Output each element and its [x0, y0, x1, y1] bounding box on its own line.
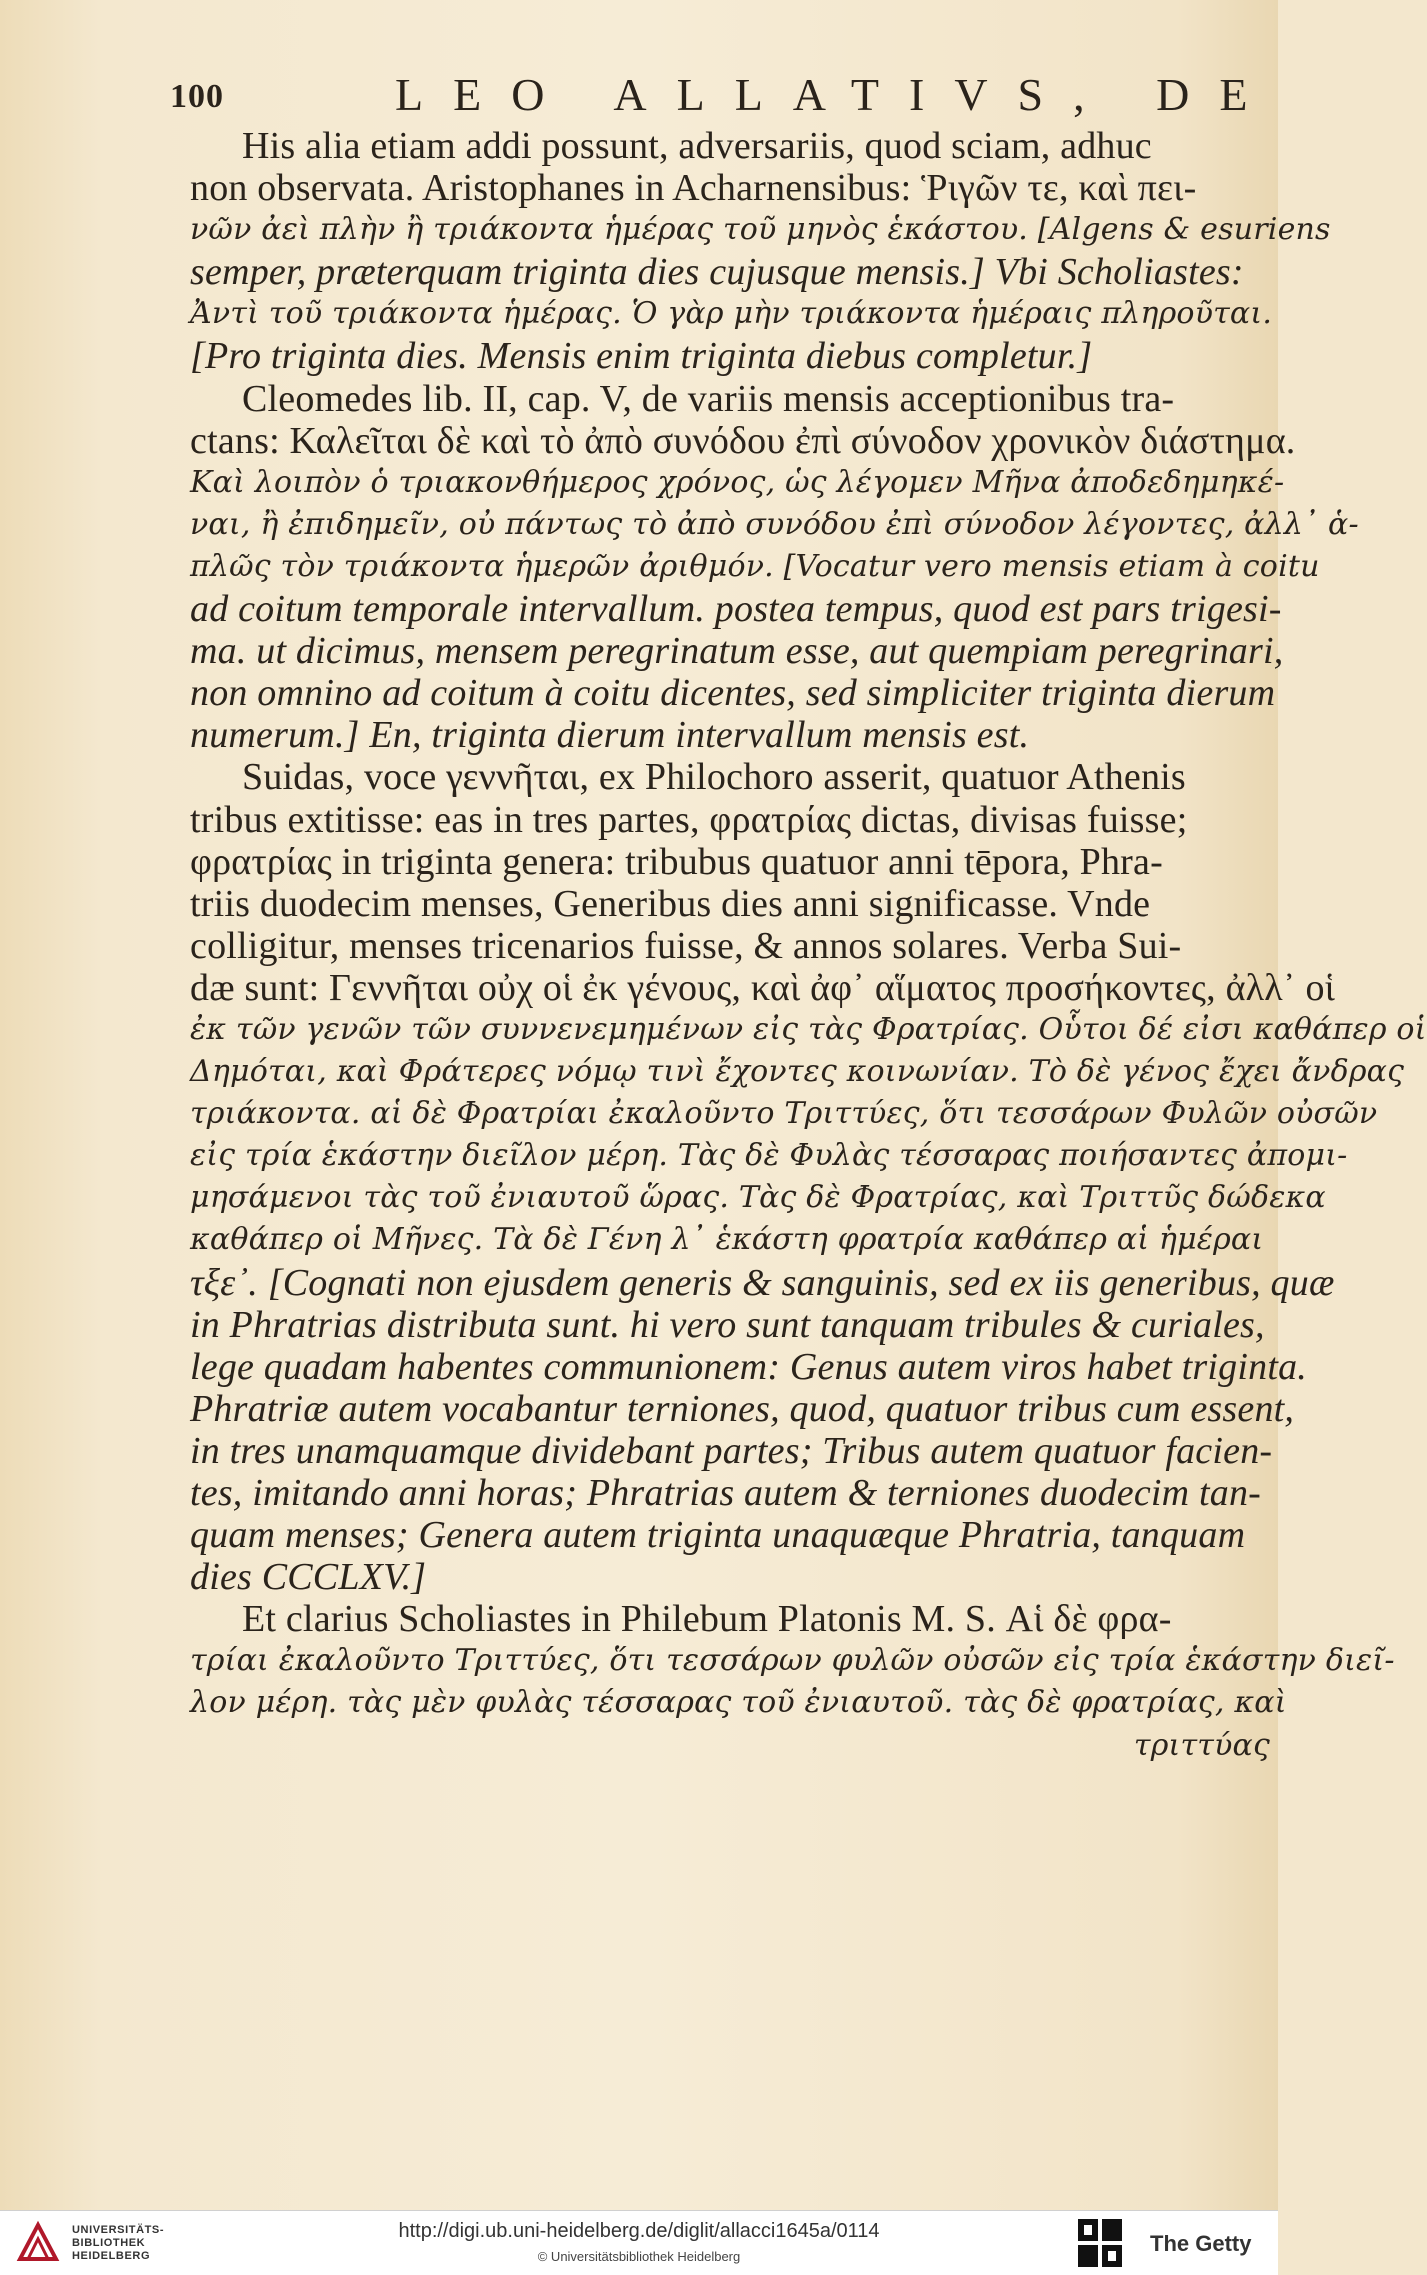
text-line: λον μέρη. τὰς μὲν φυλὰς τέσσαρας τοῦ ἐνιαυτοῦ. τὰς δὲ φρατρίας, καὶ [190, 1685, 1287, 1721]
getty-logo-icon [1078, 2219, 1122, 2267]
viewer-footer [0, 2210, 1278, 2275]
text-line: semper, præterquam triginta dies cujusque mensis.] Vbi Scholiastes: [190, 251, 1244, 294]
text-line: His alia etiam addi possunt, adversariis, quod sciam, adhuc [242, 125, 1152, 167]
text-line: Suidas, voce γεννῆται, ex Philochoro asserit, quatuor Athenis [242, 756, 1186, 799]
partner-name: The Getty [1150, 2231, 1252, 2256]
library-name-line: BIBLIOTHEK [72, 2237, 146, 2249]
page-header [170, 68, 1278, 128]
text-line: non observata. Aristophanes in Acharnensibus: Ῥιγῶν τε, καὶ πει- [190, 167, 1197, 210]
text-line: ma. ut dicimus, mensem peregrinatum esse, aut quempiam peregrinari, [190, 630, 1284, 673]
text-line: colligitur, menses tricenarios fuisse, & annos solares. Verba Sui- [190, 924, 1182, 967]
text-line: τρίαι ἐκαλοῦντο Τριττύες, ὅτι τεσσάρων φυλῶν οὐσῶν εἰς τρία ἑκάστην διεῖ- [190, 1643, 1395, 1679]
text-line: in Phratrias distributa sunt. hi vero sunt tanquam tribules & curiales, [190, 1303, 1265, 1346]
text-line: Phratriæ autem vocabantur terniones, quod, quatuor tribus cum essent, [190, 1387, 1295, 1430]
text-line: μησάμενοι τὰς τοῦ ἐνιαυτοῦ ὥρας. Τὰς δὲ Φρατρίας, καὶ Τριττῦς δώδεκα [190, 1180, 1326, 1216]
text-line: tes, imitando anni horas; Phratrias autem & terniones duodecim tan- [190, 1472, 1261, 1514]
text-line: numerum.] En, triginta dierum intervallum mensis est. [190, 714, 1030, 757]
text-line: quam menses; Genera autem triginta unaquæque Phratria, tanquam [190, 1514, 1246, 1557]
text-line: τριττύας [1133, 1727, 1270, 1763]
text-line: dæ sunt: Γεννῆται οὐχ οἱ ἐκ γένους, καὶ ἀφ᾽ αἵματος προσήκοντες, ἀλλ᾽ οἱ [190, 966, 1336, 1009]
text-line: tribus extitisse: eas in tres partes, φρατρίας dictas, divisas fuisse; [190, 798, 1188, 841]
text-line: ad coitum temporale intervallum. postea tempus, quod est pars trigesi- [190, 588, 1282, 631]
library-name-line: UNIVERSITÄTS- [72, 2224, 165, 2236]
running-title: LEO ALLATIVS, DE [395, 69, 1278, 120]
copyright-notice: © Universitätsbibliothek Heidelberg [537, 2249, 741, 2264]
text-line: ctans: Καλεῖται δὲ καὶ τὸ ἀπὸ συνόδου ἐπὶ σύνοδον χρονικὸν διάστημα. [190, 419, 1296, 462]
text-line: [Pro triginta dies. Mensis enim triginta diebus completur.] [190, 335, 1093, 378]
text-line: εἰς τρία ἑκάστην διεῖλον μέρη. Τὰς δὲ Φυλὰς τέσσαρας ποιήσαντες ἀπομι- [190, 1138, 1348, 1174]
text-line: Καὶ λοιπὸν ὁ τριακονθήμερος χρόνος, ὡς λέγομεν Μῆνα ἀποδεδημηκέ- [190, 464, 1285, 500]
page-number: 100 [170, 78, 224, 115]
text-line: ἐκ τῶν γενῶν τῶν συννενεμημένων εἰς τὰς Φρατρίας. Οὗτοι δέ εἰσι καθάπερ οἱ [190, 1011, 1427, 1047]
text-line: πλῶς τὸν τριάκοντα ἡμερῶν ἀριθμόν. [Vocatur vero mensis etiam à coitu [190, 548, 1320, 584]
text-line: φρατρίας in triginta genera: tribubus quatuor anni tēpora, Phra- [190, 840, 1163, 883]
text-line: Δημόται, καὶ Φράτερες νόμῳ τινὶ ἔχοντες κοινωνίαν. Τὸ δὲ γένος ἔχει ἄνδρας [190, 1054, 1405, 1090]
page-body [190, 125, 1427, 1767]
text-line: dies CCCLXV.] [190, 1556, 427, 1599]
text-line: Et clarius Scholiastes in Philebum Platonis M. S. Αἱ δὲ φρα- [242, 1598, 1172, 1641]
text-line: triis duodecim menses, Generibus dies anni significasse. Vnde [190, 882, 1151, 925]
text-line: Cleomedes lib. II, cap. V, de variis mensis acceptionibus tra- [242, 377, 1175, 420]
library-name-line: HEIDELBERG [72, 2250, 151, 2262]
text-line: ναι, ἢ ἐπιδημεῖν, οὐ πάντως τὸ ἀπὸ συνόδου ἐπὶ σύνοδον λέγοντες, ἀλλ᾽ ἁ- [190, 506, 1359, 542]
permalink-url[interactable]: http://digi.ub.uni-heidelberg.de/diglit/allacci1645a/0114 [398, 2220, 880, 2242]
text-line: in tres unamquamque dividebant partes; Tribus autem quatuor facien- [190, 1429, 1273, 1472]
text-line: καθάπερ οἱ Μῆνες. Τὰ δὲ Γένη λ᾽ ἑκάστη φρατρία καθάπερ αἱ ἡμέραι [190, 1222, 1264, 1258]
text-line: νῶν ἀεὶ πλὴν ἢ τριάκοντα ἡμέρας τοῦ μηνὸς ἑκάστου. [Algens & esuriens [190, 212, 1331, 248]
text-line: τξε᾽. [Cognati non ejusdem generis & sanguinis, sed ex iis generibus, quæ [190, 1261, 1335, 1304]
text-line: lege quadam habentes communionem: Genus autem viros habet triginta. [190, 1345, 1307, 1388]
text-line: non omnino ad coitum à coitu dicentes, sed simpliciter triginta dierum [190, 672, 1276, 715]
text-line: τριάκοντα. αἱ δὲ Φρατρίαι ἐκαλοῦντο Τριττύες, ὅτι τεσσάρων Φυλῶν οὐσῶν [190, 1096, 1378, 1132]
text-line: Ἀντὶ τοῦ τριάκοντα ἡμέρας. Ὁ γὰρ μὴν τριάκοντα ἡμέραις πληροῦται. [190, 296, 1273, 332]
